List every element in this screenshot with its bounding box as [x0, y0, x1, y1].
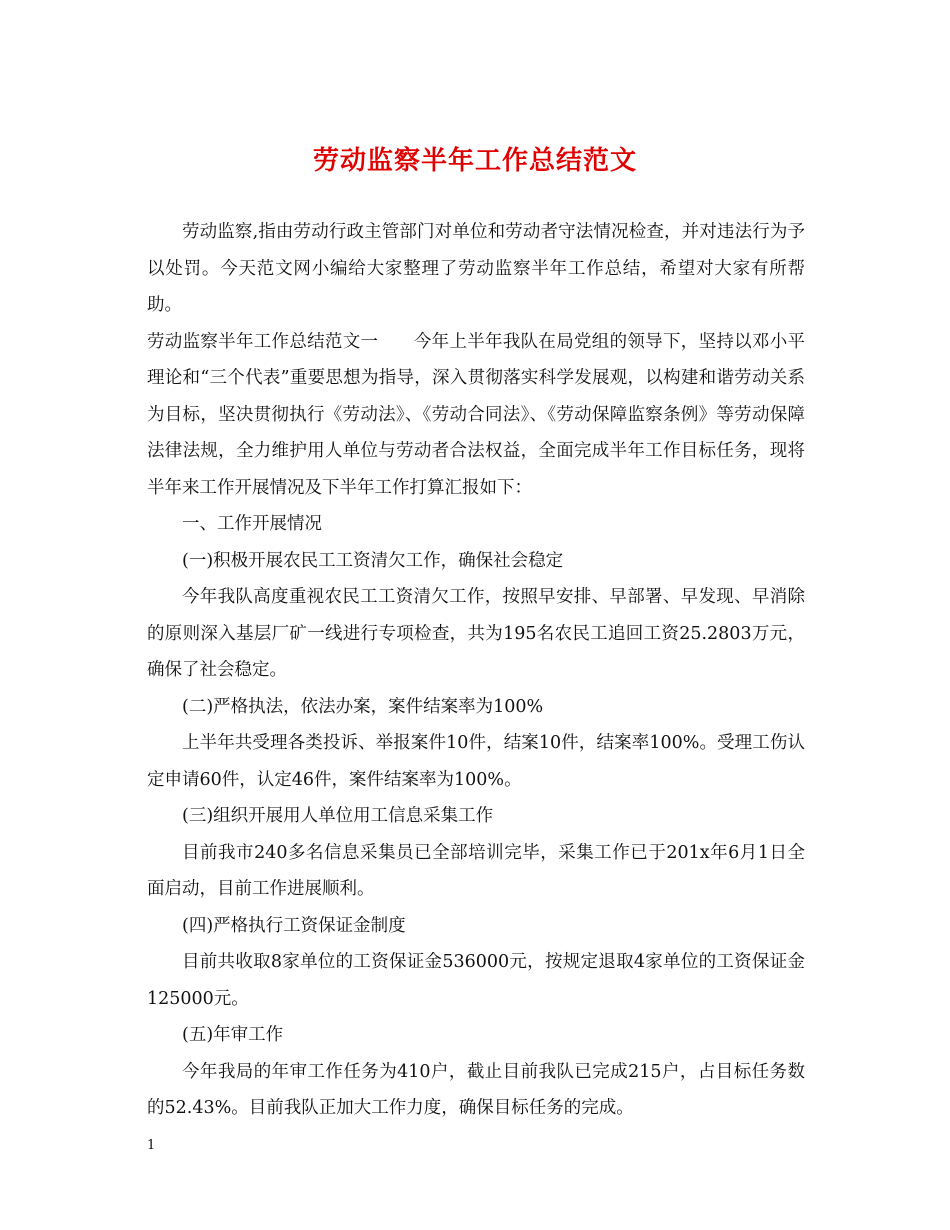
paragraph-info-collection: 目前我市240多名信息采集员已全部培训完毕，采集工作已于201x年6月1日全面启动，目前工作进展顺利。: [147, 842, 805, 899]
paragraph-law-enforcement: 上半年共受理各类投诉、举报案件10件，结案10件，结案率100%。受理工伤认定申请60件，认定46件，案件结案率为100%。: [147, 733, 805, 790]
paragraph-annual-review: 今年我局的年审工作任务为410户，截止目前我队已完成215户，占目标任务数的52.43%。目前我队正加大工作力度，确保目标任务的完成。: [147, 1061, 805, 1118]
paragraph-intro: 劳动监察,指由劳动行政主管部门对单位和劳动者守法情况检查，并对违法行为予以处罚。今天范文网小编给大家整理了劳动监察半年工作总结，希望对大家有所帮助。: [147, 222, 805, 315]
page-number: 1: [147, 1138, 156, 1153]
document-body: [147, 214, 805, 1127]
paragraph-wage-arrears: 今年我队高度重视农民工工资清欠工作，按照早安排、早部署、早发现、早消除的原则深入基层厂矿一线进行专项检查，共为195名农民工追回工资25.2803万元，确保了社会稳定。: [147, 587, 805, 680]
subheading-wage-arrears: (一)积极开展农民工工资清欠工作，确保社会稳定: [182, 550, 564, 571]
document-title: 劳动监察半年工作总结范文: [312, 146, 637, 176]
subheading-info-collection: (三)组织开展用人单位用工信息采集工作: [182, 806, 494, 826]
heading-work-progress: 一、工作开展情况: [182, 514, 322, 534]
subheading-annual-review: (五)年审工作: [182, 1025, 284, 1045]
paragraph-section-one-intro: 劳动监察半年工作总结范文一 今年上半年我队在局党组的领导下，坚持以邓小平理论和“三个代表”重要思想为指导，深入贯彻落实科学发展观，以构建和谐劳动关系为目标，坚决贯彻执行《劳动法》、《劳动合同法》、《劳动保障监察条例》等劳动保障法律法规，全力维护用人单位与劳动者合法权益，全面完成半年工作目标任务，现将半年来工作开展情况及下半年工作打算汇报如下：: [147, 331, 805, 498]
subheading-wage-deposit: (四)严格执行工资保证金制度: [182, 915, 406, 936]
paragraph-wage-deposit: 目前共收取8家单位的工资保证金536000元，按规定退取4家单位的工资保证金125000元。: [147, 952, 805, 1009]
subheading-law-enforcement: (二)严格执法，依法办案，案件结案率为100%: [182, 696, 544, 717]
